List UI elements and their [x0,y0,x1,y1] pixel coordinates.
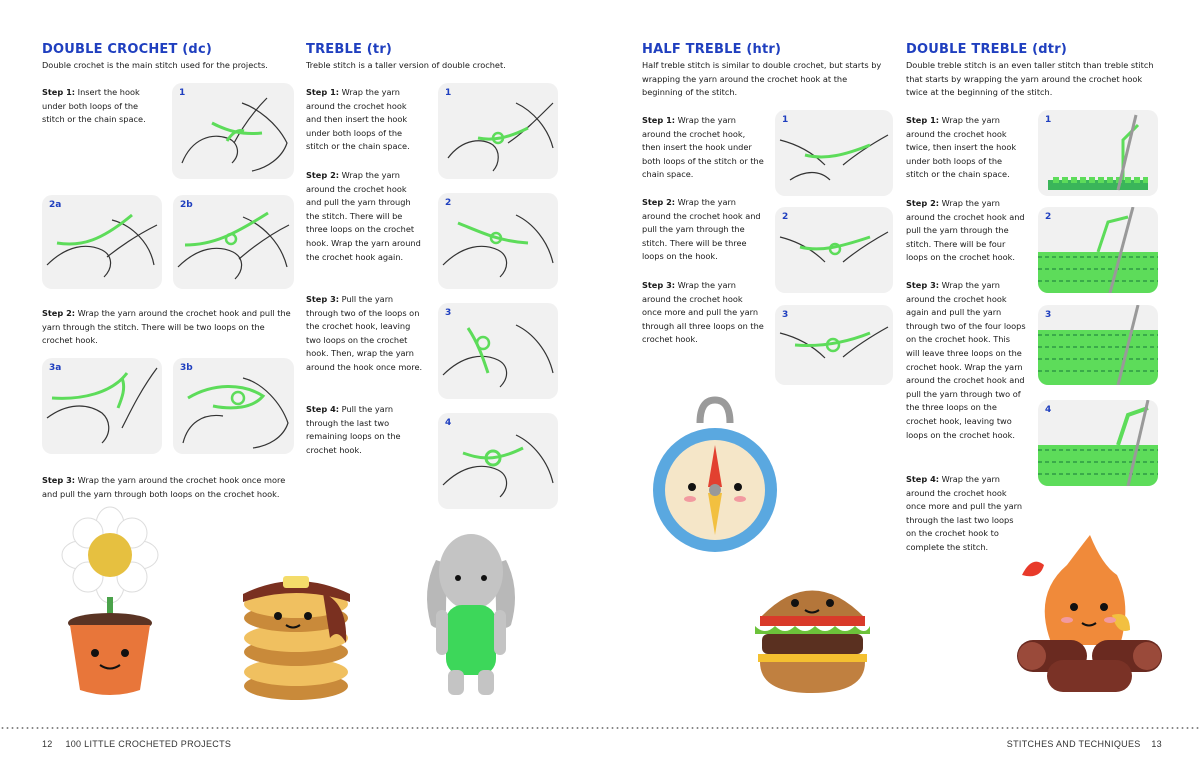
dtr-figure-2-label: 2 [1045,212,1052,222]
dc-title: DOUBLE CROCHET (dc) [42,42,212,57]
right-footer [1007,739,1162,749]
dc-step3 [42,474,294,501]
book-title: 100 LITTLE CROCHETED PROJECTS [65,739,232,749]
dtr-step4-text: Wrap the yarn around the crochet hook once more and pull the yarn through the last two loops on the crochet hook to complete the stitch. [906,474,1023,552]
htr-step1-label: Step 1: [642,115,676,125]
dtr-step1 [906,114,1026,182]
dtr-step2 [906,197,1026,265]
footer-divider [0,727,1200,729]
htr-figure-3 [775,305,893,385]
tr-step2-label: Step 2: [306,170,340,180]
right-page-number: 13 [1151,739,1162,749]
tr-figure-4-label: 4 [445,418,452,428]
dtr-step2-label: Step 2: [906,198,940,208]
hands-hook-illustration [438,413,558,509]
hands-hook-illustration [438,83,558,179]
hands-hook-illustration [172,83,294,179]
htr-figure-2-label: 2 [782,212,789,222]
dtr-step2-text: Wrap the yarn around the crochet hook and pull the yarn through the stitch. There will be four loops on the crochet hook. [906,198,1025,263]
htr-step2 [642,196,764,264]
tr-figure-4 [438,413,558,509]
bunny-amigurumi-photo [416,530,526,705]
hands-hook-illustration [438,303,558,399]
dc-figure-2b [173,195,294,289]
crochet-fabric-illustration [1038,400,1158,486]
pancake-stack-amigurumi-photo [238,568,358,703]
htr-step3-label: Step 3: [642,280,676,290]
tr-step4 [306,403,424,457]
tr-step2-text: Wrap the yarn around the crochet hook and pull the yarn through the stitch. There will be three loops on the crochet hook. Wrap the yarn around the crochet hook again. [306,170,421,262]
htr-step2-label: Step 2: [642,197,676,207]
dc-figure-1-label: 1 [179,88,186,98]
dc-step1-text: Insert the hook under both loops of the stitch or the chain space. [42,87,146,125]
dc-step2 [42,307,294,348]
dc-step3-text: Wrap the yarn around the crochet hook once more and pull the yarn through both loops on the crochet hook. [42,475,286,499]
tr-step3 [306,293,424,375]
tr-figure-3 [438,303,558,399]
crochet-fabric-illustration [1038,110,1158,196]
hands-hook-illustration [775,110,893,196]
dc-figure-2a [42,195,162,289]
dtr-figure-1-label: 1 [1045,115,1052,125]
dtr-figure-4 [1038,400,1158,486]
dtr-title: DOUBLE TREBLE (dtr) [906,42,1067,57]
tr-figure-2 [438,193,558,289]
dc-figure-3a [42,358,162,454]
htr-intro: Half treble stitch is similar to double crochet, but starts by wrapping the yarn around the crochet hook at the beginning of the stitch. [642,60,882,98]
dc-figure-3b-label: 3b [180,363,193,373]
tr-step4-text: Pull the yarn through the last two remaining loops on the crochet hook. [306,404,401,455]
dtr-step1-text: Wrap the yarn around the crochet hook twice, then insert the hook under both loops of the stitch or the chain space. [906,115,1017,180]
tr-step1-text: Wrap the yarn around the crochet hook and then insert the hook under both loops of the stitch or the chain space. [306,87,410,152]
flower-pot-amigurumi-photo [55,505,165,705]
hands-hook-illustration [775,207,893,293]
dc-figure-2b-label: 2b [180,200,193,210]
crochet-fabric-illustration [1038,207,1158,293]
tr-step1 [306,86,424,154]
dtr-step3-text: Wrap the yarn around the crochet hook again and pull the yarn through two of the four loops on the crochet hook. This will leave three loops on the crochet hook. Wrap the yarn around the crochet hook and pull the yarn through two of the three loops on the crochet hook, leaving two loops on the crochet hook. [906,280,1026,440]
tr-step3-text: Pull the yarn through two of the loops on the crochet hook, leaving two loops on the crochet hook. Then, wrap the yarn around the hook once more. [306,294,423,372]
dc-figure-3a-label: 3a [49,363,62,373]
dtr-intro: Double treble stitch is an even taller stitch than treble stitch that starts by wrapping the yarn around the crochet hook twice at the beginning of the stitch. [906,60,1154,98]
htr-title: HALF TREBLE (htr) [642,42,782,57]
dtr-step3 [906,279,1026,442]
dtr-figure-1 [1038,110,1158,196]
campfire-amigurumi-photo [1012,535,1167,705]
dc-step1-label: Step 1: [42,87,76,97]
htr-figure-1 [775,110,893,196]
dtr-figure-2 [1038,207,1158,293]
dtr-step1-label: Step 1: [906,115,940,125]
tr-step2 [306,169,424,264]
dtr-step4 [906,473,1026,555]
left-footer [42,739,231,749]
tr-intro: Treble stitch is a taller version of double crochet. [306,60,506,70]
htr-figure-1-label: 1 [782,115,789,125]
tr-title: TREBLE (tr) [306,42,393,57]
tr-step3-label: Step 3: [306,294,340,304]
htr-figure-2 [775,207,893,293]
dtr-step4-label: Step 4: [906,474,940,484]
htr-step1 [642,114,764,182]
dc-figure-3b [173,358,294,454]
htr-step2-text: Wrap the yarn around the crochet hook and pull the yarn through the stitch. There will be three loops on the hook. [642,197,761,262]
htr-step3-text: Wrap the yarn around the crochet hook once more and pull the yarn through all three loops on the crochet hook. [642,280,764,345]
dtr-step3-label: Step 3: [906,280,940,290]
dc-figure-1 [172,83,294,179]
dc-step1 [42,86,162,127]
dtr-figure-4-label: 4 [1045,405,1052,415]
dc-intro: Double crochet is the main stitch used for the projects. [42,60,268,70]
tr-step4-label: Step 4: [306,404,340,414]
htr-figure-3-label: 3 [782,310,789,320]
dtr-figure-3-label: 3 [1045,310,1052,320]
tr-figure-1 [438,83,558,179]
dc-step2-text: Wrap the yarn around the crochet hook and pull the yarn through the stitch. There will be two loops on the crochet hook. [42,308,291,346]
compass-amigurumi-photo [650,395,780,560]
left-page-number: 12 [42,739,53,749]
dc-figure-2a-label: 2a [49,200,62,210]
htr-step3 [642,279,764,347]
tr-figure-1-label: 1 [445,88,452,98]
dtr-figure-3 [1038,305,1158,385]
burger-amigurumi-photo [750,568,875,703]
tr-figure-3-label: 3 [445,308,452,318]
section-title: STITCHES AND TECHNIQUES [1006,739,1141,749]
tr-figure-2-label: 2 [445,198,452,208]
dc-step3-label: Step 3: [42,475,76,485]
htr-step1-text: Wrap the yarn around the crochet hook, then insert the hook under both loops of the stitch or the chain space. [642,115,764,180]
crochet-fabric-illustration [1038,305,1158,385]
hands-hook-illustration [775,305,893,385]
tr-step1-label: Step 1: [306,87,340,97]
hands-hook-illustration [438,193,558,289]
dc-step2-label: Step 2: [42,308,76,318]
